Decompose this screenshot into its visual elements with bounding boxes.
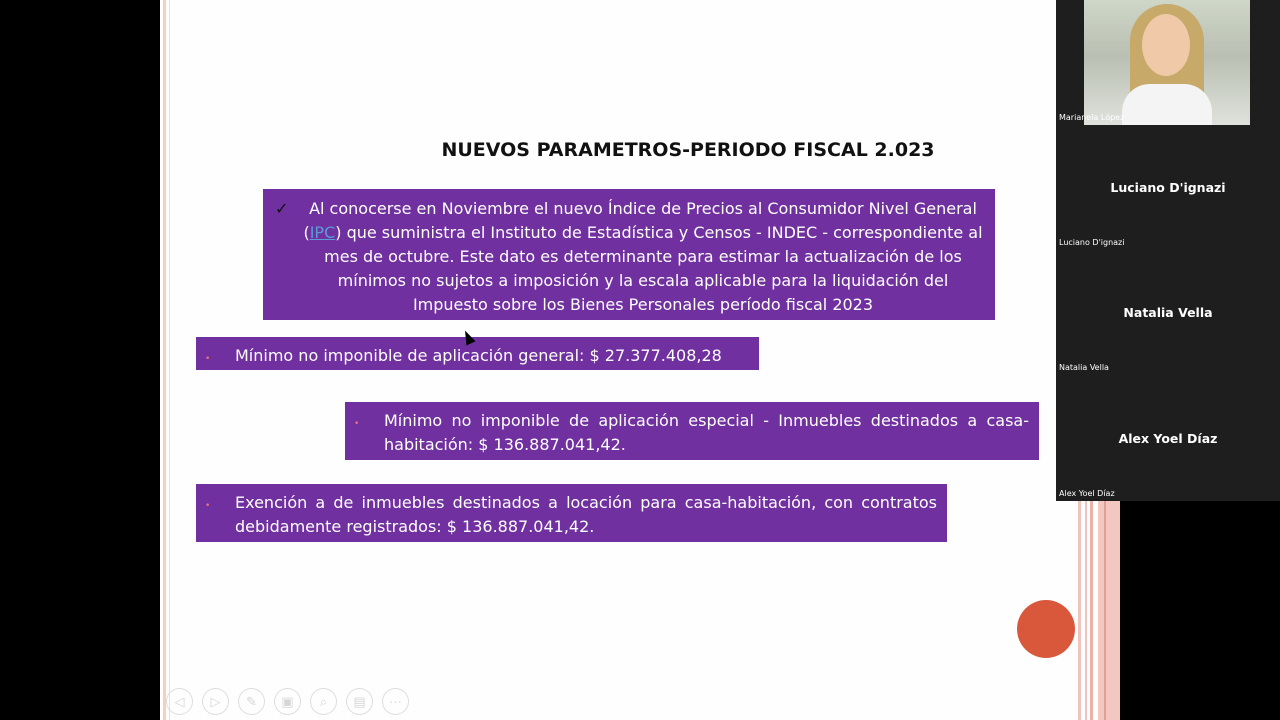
intro-box xyxy=(263,189,995,320)
participant-name-label: Luciano D'ignazi xyxy=(1059,238,1125,247)
participant-name-label: Natalia Vella xyxy=(1059,363,1109,372)
arrow-right-icon[interactable]: ▷ xyxy=(202,688,229,715)
slides-icon[interactable]: ▣ xyxy=(274,688,301,715)
checkmark-icon: ✓ xyxy=(275,199,289,218)
minimum-general-box xyxy=(196,337,759,370)
more-icon[interactable]: ··· xyxy=(382,688,409,715)
zoom-icon[interactable]: ⌕ xyxy=(310,688,337,715)
video-participant-name: Marianela López xyxy=(1059,113,1125,122)
slide-title: NUEVOS PARAMETROS-PERIODO FISCAL 2.023 xyxy=(441,139,935,161)
exemption-box xyxy=(196,484,947,542)
participant-face xyxy=(1142,14,1190,76)
decorative-circle xyxy=(1017,600,1075,658)
arrow-left-icon[interactable]: ◁ xyxy=(166,688,193,715)
ipc-link[interactable]: IPC xyxy=(309,223,336,242)
participant-name-label: Alex Yoel Díaz xyxy=(1059,489,1115,498)
pen-icon[interactable]: ✎ xyxy=(238,688,265,715)
participant-video[interactable] xyxy=(1084,0,1250,125)
subtitles-icon[interactable]: ▤ xyxy=(346,688,373,715)
intro-text-after: ) que suministra el Instituto de Estadística y Censos - INDEC - correspondiente al mes de octubre. Este dato es determinante para estimar la actualización de los mínimos no sujetos a imposición y la escala aplicable para la liquidación del Impuesto sobre los Bienes Personales período fiscal 2023 xyxy=(324,223,983,314)
left-border-stripe xyxy=(163,0,166,720)
participant-shirt xyxy=(1122,84,1212,125)
participant-display-name: Alex Yoel Díaz xyxy=(1118,431,1218,446)
intro-text-before: Al conocerse en Noviembre el nuevo Índice de Precios al Consumidor Nivel General ( xyxy=(303,199,977,242)
bullet-icon: • xyxy=(205,354,211,364)
exemption-text: Exención a de inmuebles destinados a locación para casa-habitación, con contratos debidamente registrados: $ 136.887.041,42. xyxy=(235,493,937,536)
presentation-slide xyxy=(160,0,1120,720)
bullet-icon: • xyxy=(205,501,211,511)
participant-display-name: Natalia Vella xyxy=(1123,305,1213,320)
minimum-special-text: Mínimo no imponible de aplicación especial - Inmuebles destinados a casa-habitación: $ 136.887.041,42. xyxy=(384,411,1029,454)
minimum-general-text: Mínimo no imponible de aplicación general: $ 27.377.408,28 xyxy=(235,346,722,365)
minimum-special-box xyxy=(345,402,1039,460)
participant-display-name: Luciano D'ignazi xyxy=(1110,180,1226,195)
participants-panel xyxy=(1056,0,1280,501)
left-border-stripe-thin xyxy=(169,0,170,720)
bullet-icon: • xyxy=(354,419,360,429)
slideshow-controls xyxy=(166,688,409,715)
